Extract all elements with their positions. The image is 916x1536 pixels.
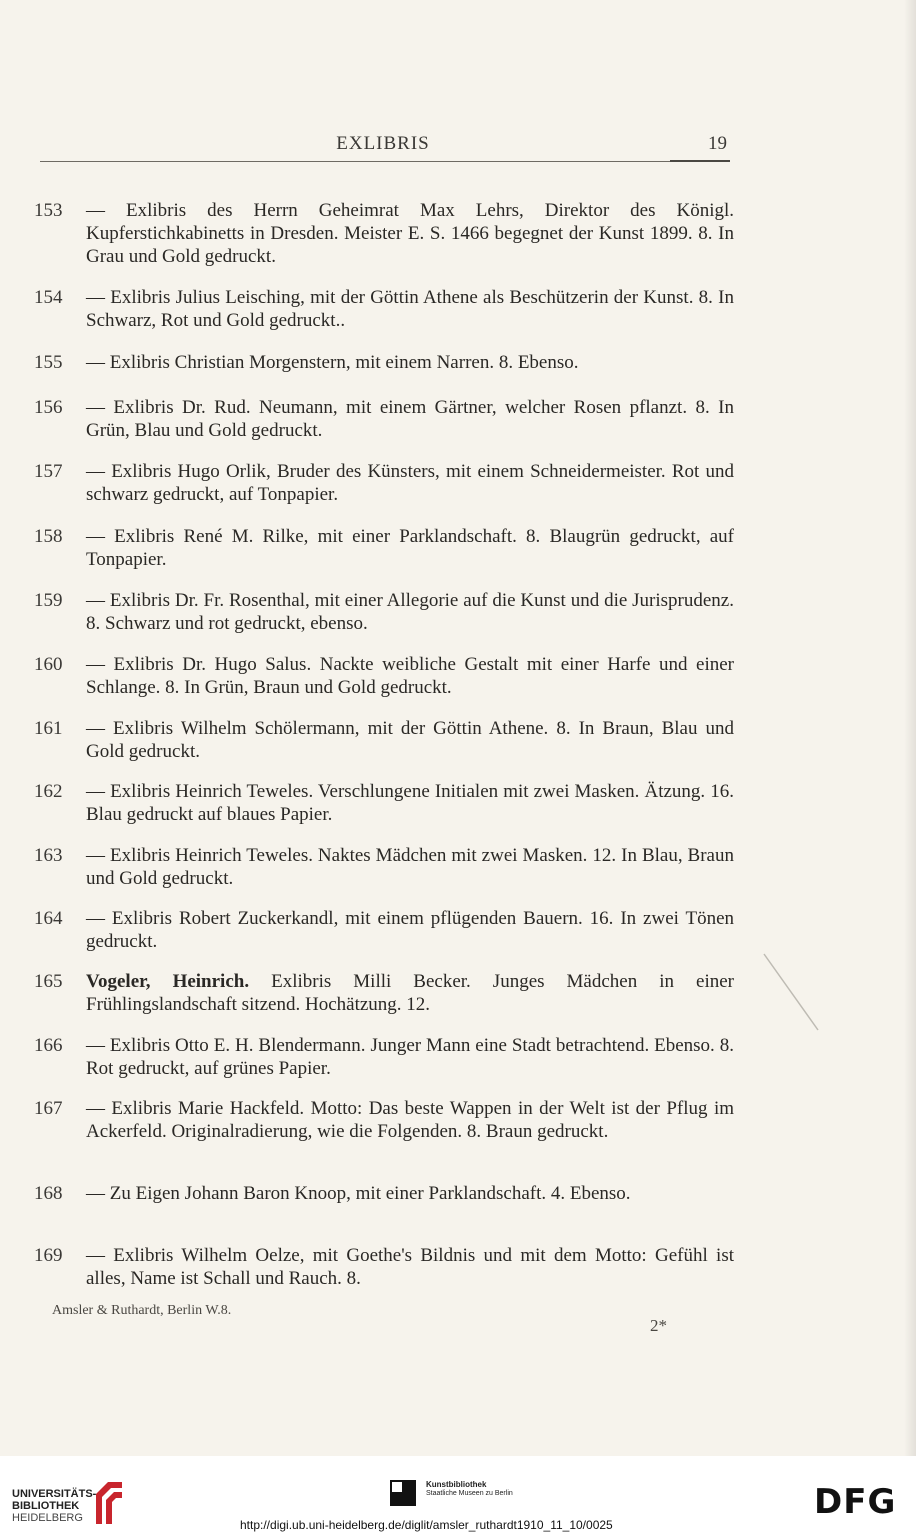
entry-text: — Exlibris des Herrn Geheimrat Max Lehrs, Direktor des Königl. Kupferstichkabinetts in Dresden. Meister E. S. 1466 begegnet der Kunst 1899. 8. In Grau und Gold gedruckt.	[86, 200, 734, 267]
entry-number: 164	[34, 908, 63, 929]
running-title: EXLIBRIS	[336, 133, 430, 154]
entry-number: 162	[34, 781, 63, 802]
entry-text: — Exlibris Dr. Fr. Rosenthal, mit einer Allegorie auf die Kunst und die Jurisprudenz. 8. Schwarz und rot gedruckt, ebenso.	[86, 590, 734, 634]
entry-number: 157	[34, 461, 63, 482]
entry-number: 158	[34, 526, 63, 547]
page-edge-shadow	[904, 0, 916, 1456]
entry-number: 154	[34, 287, 63, 308]
entry-number: 169	[34, 1245, 63, 1266]
entry-text: — Exlibris Julius Leisching, mit der Göttin Athene als Beschützerin der Kunst. 8. In Schwarz, Rot und Gold gedruckt..	[86, 287, 734, 331]
signature-mark: 2*	[650, 1316, 667, 1335]
ub-line-2: BIBLIOTHEK	[12, 1500, 80, 1512]
entry-description: Exlibris Milli Becker. Junges Mädchen in einer Frühlingslandschaft sitzend. Hochätzung. 12.	[86, 971, 734, 1015]
kunstbibliothek-logo-icon[interactable]	[388, 1478, 418, 1508]
entry-number: 166	[34, 1035, 63, 1056]
publisher-imprint: Amsler & Ruthardt, Berlin W.8.	[52, 1303, 232, 1318]
ub-line-1: UNIVERSITÄTS-	[12, 1488, 97, 1500]
dfg-logo[interactable]: DFG	[814, 1482, 897, 1522]
entry-text: — Exlibris Robert Zuckerkandl, mit einem pflügenden Bauern. 16. In zwei Tönen gedruckt.	[86, 908, 734, 952]
digitization-footer	[0, 1456, 916, 1536]
pencil-mark	[760, 950, 830, 1040]
entry-number: 161	[34, 718, 63, 739]
entry-text: — Exlibris Wilhelm Schölermann, mit der Göttin Athene. 8. In Braun, Blau und Gold gedruckt.	[86, 718, 734, 762]
ub-heidelberg-logo-icon[interactable]	[92, 1478, 126, 1528]
header-rule-accent	[670, 160, 730, 162]
entry-text: — Exlibris Heinrich Teweles. Verschlungene Initialen mit zwei Masken. Ätzung. 16. Blau gedruckt auf blaues Papier.	[86, 781, 734, 825]
kb-line-1: Kunstbibliothek	[426, 1480, 487, 1489]
entry-text: — Exlibris Dr. Hugo Salus. Nackte weibliche Gestalt mit einer Harfe und einer Schlange. 8. In Grün, Braun und Gold gedruckt.	[86, 654, 734, 698]
entry-number: 153	[34, 200, 63, 221]
entry-text: — Zu Eigen Johann Baron Knoop, mit einer Parklandschaft. 4. Ebenso.	[86, 1183, 631, 1204]
kunstbibliothek-wordmark	[426, 1480, 513, 1498]
entry-number: 168	[34, 1183, 63, 1204]
entry-text: — Exlibris Marie Hackfeld. Motto: Das beste Wappen in der Welt ist der Pflug im Ackerfeld. Originalradierung, wie die Folgenden. 8. Braun gedruckt.	[86, 1098, 734, 1142]
entry-number: 156	[34, 397, 63, 418]
artist-name: Vogeler, Heinrich.	[86, 971, 250, 992]
entry-number: 160	[34, 654, 63, 675]
header-rule	[40, 161, 730, 162]
entry-text: — Exlibris Otto E. H. Blendermann. Junger Mann eine Stadt betrachtend. Ebenso. 8. Rot gedruckt, auf grünes Papier.	[86, 1035, 734, 1079]
entry-number: 155	[34, 352, 63, 373]
entry-number: 163	[34, 845, 63, 866]
page-number: 19	[708, 133, 727, 154]
entry-text: — Exlibris Heinrich Teweles. Naktes Mädchen mit zwei Masken. 12. In Blau, Braun und Gold gedruckt.	[86, 845, 734, 889]
entry-text: — Exlibris Christian Morgenstern, mit einem Narren. 8. Ebenso.	[86, 352, 579, 373]
permalink-url[interactable]: http://digi.ub.uni-heidelberg.de/diglit/amsler_ruthardt1910_11_10/0025	[240, 1518, 613, 1532]
entry-text: — Exlibris Hugo Orlik, Bruder des Künsters, mit einem Schneidermeister. Rot und schwarz gedruckt, auf Tonpapier.	[86, 461, 734, 505]
entry-text: — Exlibris René M. Rilke, mit einer Parklandschaft. 8. Blaugrün gedruckt, auf Tonpapier.	[86, 526, 734, 570]
entry-text: — Exlibris Wilhelm Oelze, mit Goethe's Bildnis und mit dem Motto: Gefühl ist alles, Name ist Schall und Rauch. 8.	[86, 1245, 734, 1289]
ub-heidelberg-wordmark[interactable]	[12, 1488, 96, 1524]
entry-text	[86, 970, 734, 1016]
entry-number: 167	[34, 1098, 63, 1119]
entry-text: — Exlibris Dr. Rud. Neumann, mit einem Gärtner, welcher Rosen pflanzt. 8. In Grün, Blau und Gold gedruckt.	[86, 397, 734, 441]
kb-line-2: Staatliche Museen zu Berlin	[426, 1490, 513, 1497]
ub-line-3: HEIDELBERG	[12, 1512, 83, 1524]
entry-number: 159	[34, 590, 63, 611]
entry-number: 165	[34, 971, 63, 992]
